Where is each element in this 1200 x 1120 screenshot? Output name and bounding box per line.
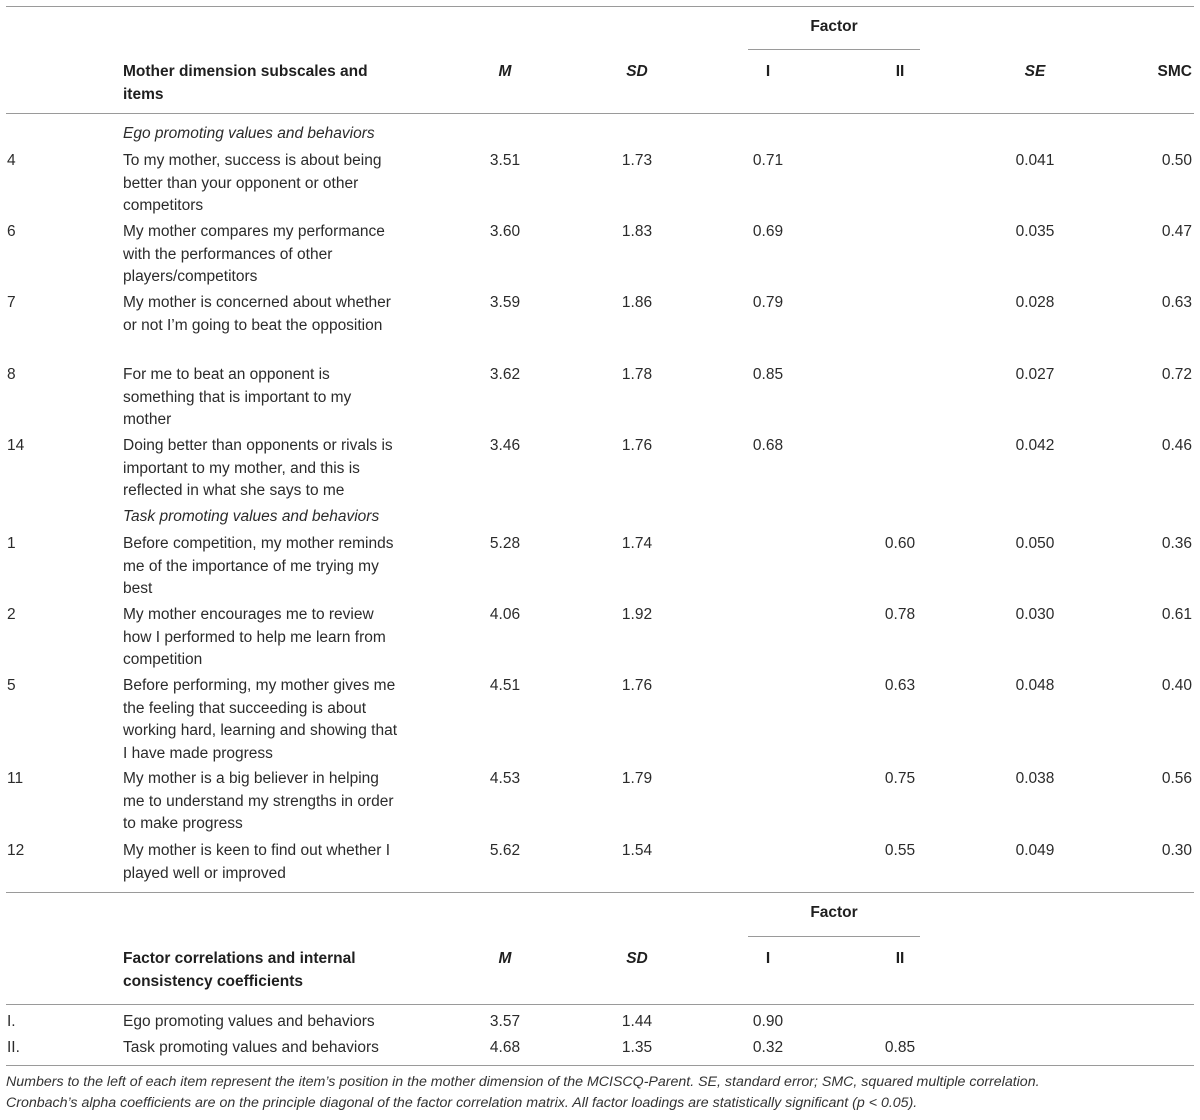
col-header-label: Mother dimension subscales and items — [123, 63, 368, 103]
cell-se: 0.028 — [1015, 294, 1055, 311]
cell-factor-2: 0.55 — [884, 842, 916, 859]
item-text: My mother encourages me to review how I performed to help me learn from competition — [123, 606, 386, 668]
col-header-label-2: Factor correlations and internal consistency coefficients — [123, 950, 356, 990]
cell-sd: 1.76 — [621, 677, 653, 694]
item-text: Before performing, my mother gives me the feeling that succeeding is about working hard, learning and showing that I have made progress — [123, 677, 398, 762]
cell-factor-2: 0.78 — [884, 606, 916, 623]
cell-m: 3.60 — [489, 223, 521, 240]
col-header-se: SE — [1024, 63, 1046, 80]
cell-factor-2: 0.63 — [884, 677, 916, 694]
header-rule-2 — [6, 1004, 1194, 1005]
item-text: Doing better than opponents or rivals is important to my mother, and this is reflected in what she says to me — [123, 437, 393, 499]
cell-se: 0.035 — [1015, 223, 1055, 240]
col-header-factor-2: II — [895, 63, 905, 80]
cell-se: 0.041 — [1015, 152, 1055, 169]
cell-m: 4.06 — [489, 606, 521, 623]
item-text: My mother is concerned about whether or not I’m going to beat the opposition — [123, 294, 391, 334]
cell-m: 3.57 — [489, 1013, 521, 1030]
cell-smc: 0.56 — [1161, 770, 1192, 787]
cell-sd: 1.76 — [621, 437, 653, 454]
item-text: My mother is a big believer in helping me to understand my strengths in order to make progress — [123, 770, 394, 832]
cell-m: 3.59 — [489, 294, 521, 311]
item-text: Before competition, my mother reminds me of the importance of me trying my best — [123, 535, 394, 597]
cell-factor-1: 0.32 — [752, 1039, 784, 1056]
cell-sd: 1.35 — [621, 1039, 653, 1056]
item-number: 5 — [7, 677, 16, 694]
factor-number: II. — [7, 1039, 20, 1056]
cell-smc: 0.72 — [1161, 366, 1192, 383]
cell-m: 5.28 — [489, 535, 521, 552]
item-number: 11 — [7, 770, 24, 787]
factor-text: Task promoting values and behaviors — [123, 1039, 379, 1056]
footnote — [6, 1072, 1194, 1114]
col-header-sd-2: SD — [626, 950, 648, 967]
cell-smc: 0.46 — [1161, 437, 1192, 454]
item-number: 4 — [7, 152, 16, 169]
factor-text: Ego promoting values and behaviors — [123, 1013, 375, 1030]
cell-smc: 0.50 — [1161, 152, 1192, 169]
cell-sd: 1.73 — [621, 152, 653, 169]
cell-smc: 0.47 — [1161, 223, 1192, 240]
cell-factor-2: 0.75 — [884, 770, 916, 787]
cell-factor-1: 0.69 — [752, 223, 784, 240]
item-number: 1 — [7, 535, 16, 552]
factor-number: I. — [7, 1013, 16, 1030]
cell-m: 4.53 — [489, 770, 521, 787]
section-title-ego: Ego promoting values and behaviors — [123, 125, 375, 142]
item-number: 2 — [7, 606, 16, 623]
factor-group-rule-2 — [748, 936, 920, 937]
cell-factor-1: 0.71 — [752, 152, 784, 169]
cell-factor-1: 0.79 — [752, 294, 784, 311]
cell-smc: 0.36 — [1161, 535, 1192, 552]
footnote-line-1: Numbers to the left of each item represent the item’s position in the mother dimension of the MCISCQ-Parent. SE, standard error; SMC, squared multiple correlation. — [6, 1074, 1040, 1090]
cell-m: 4.68 — [489, 1039, 521, 1056]
cell-m: 5.62 — [489, 842, 521, 859]
cell-se: 0.038 — [1015, 770, 1055, 787]
item-number: 14 — [7, 437, 25, 454]
item-text: My mother compares my performance with the performances of other players/competitors — [123, 223, 385, 285]
header-rule — [6, 113, 1194, 114]
item-number: 12 — [7, 842, 25, 859]
col-header-factor-1-2: I — [765, 950, 771, 967]
col-header-smc: SMC — [1157, 63, 1192, 80]
factor-group-header-2: Factor — [810, 904, 858, 921]
cell-sd: 1.92 — [621, 606, 653, 623]
cell-smc: 0.40 — [1161, 677, 1192, 694]
cell-m: 4.51 — [489, 677, 521, 694]
item-number: 8 — [7, 366, 16, 383]
cell-sd: 1.83 — [621, 223, 653, 240]
cell-sd: 1.78 — [621, 366, 653, 383]
cell-smc: 0.61 — [1161, 606, 1192, 623]
cell-factor-1: 0.85 — [752, 366, 784, 383]
cell-m: 3.46 — [489, 437, 521, 454]
col-header-factor-2-2: II — [895, 950, 905, 967]
factor-group-rule — [748, 49, 920, 50]
item-number: 6 — [7, 223, 16, 240]
item-text: For me to beat an opponent is something that is important to my mother — [123, 366, 352, 428]
item-text: To my mother, success is about being better than your opponent or other competitors — [123, 152, 382, 214]
cell-m: 3.62 — [489, 366, 521, 383]
footnote-line-2: Cronbach’s alpha coefficients are on the principle diagonal of the factor correlation matrix. All factor loadings are statistically significant (p < 0.05). — [6, 1095, 918, 1111]
top-rule — [6, 6, 1194, 7]
cell-se: 0.030 — [1015, 606, 1055, 623]
cell-smc: 0.63 — [1161, 294, 1192, 311]
cell-factor-2: 0.60 — [884, 535, 916, 552]
cell-factor-1: 0.68 — [752, 437, 784, 454]
cell-sd: 1.79 — [621, 770, 653, 787]
section-title-task: Task promoting values and behaviors — [123, 508, 380, 525]
col-header-m-2: M — [498, 950, 512, 967]
table2-bottom-rule — [6, 1065, 1194, 1066]
cell-sd: 1.54 — [621, 842, 653, 859]
cell-factor-2: 0.85 — [884, 1039, 916, 1056]
cell-se: 0.050 — [1015, 535, 1055, 552]
cell-sd: 1.74 — [621, 535, 653, 552]
table1-bottom-rule — [6, 892, 1194, 893]
cell-sd: 1.86 — [621, 294, 653, 311]
factor-group-header: Factor — [810, 18, 858, 35]
col-header-m: M — [498, 63, 512, 80]
cell-se: 0.048 — [1015, 677, 1055, 694]
col-header-sd: SD — [626, 63, 648, 80]
item-text: My mother is keen to find out whether I played well or improved — [123, 842, 391, 882]
item-number: 7 — [7, 294, 16, 311]
cell-se: 0.042 — [1015, 437, 1055, 454]
cell-se: 0.027 — [1015, 366, 1055, 383]
cell-m: 3.51 — [489, 152, 521, 169]
cell-factor-1: 0.90 — [752, 1013, 784, 1030]
cell-smc: 0.30 — [1161, 842, 1192, 859]
cell-sd: 1.44 — [621, 1013, 653, 1030]
cell-se: 0.049 — [1015, 842, 1055, 859]
col-header-factor-1: I — [765, 63, 771, 80]
